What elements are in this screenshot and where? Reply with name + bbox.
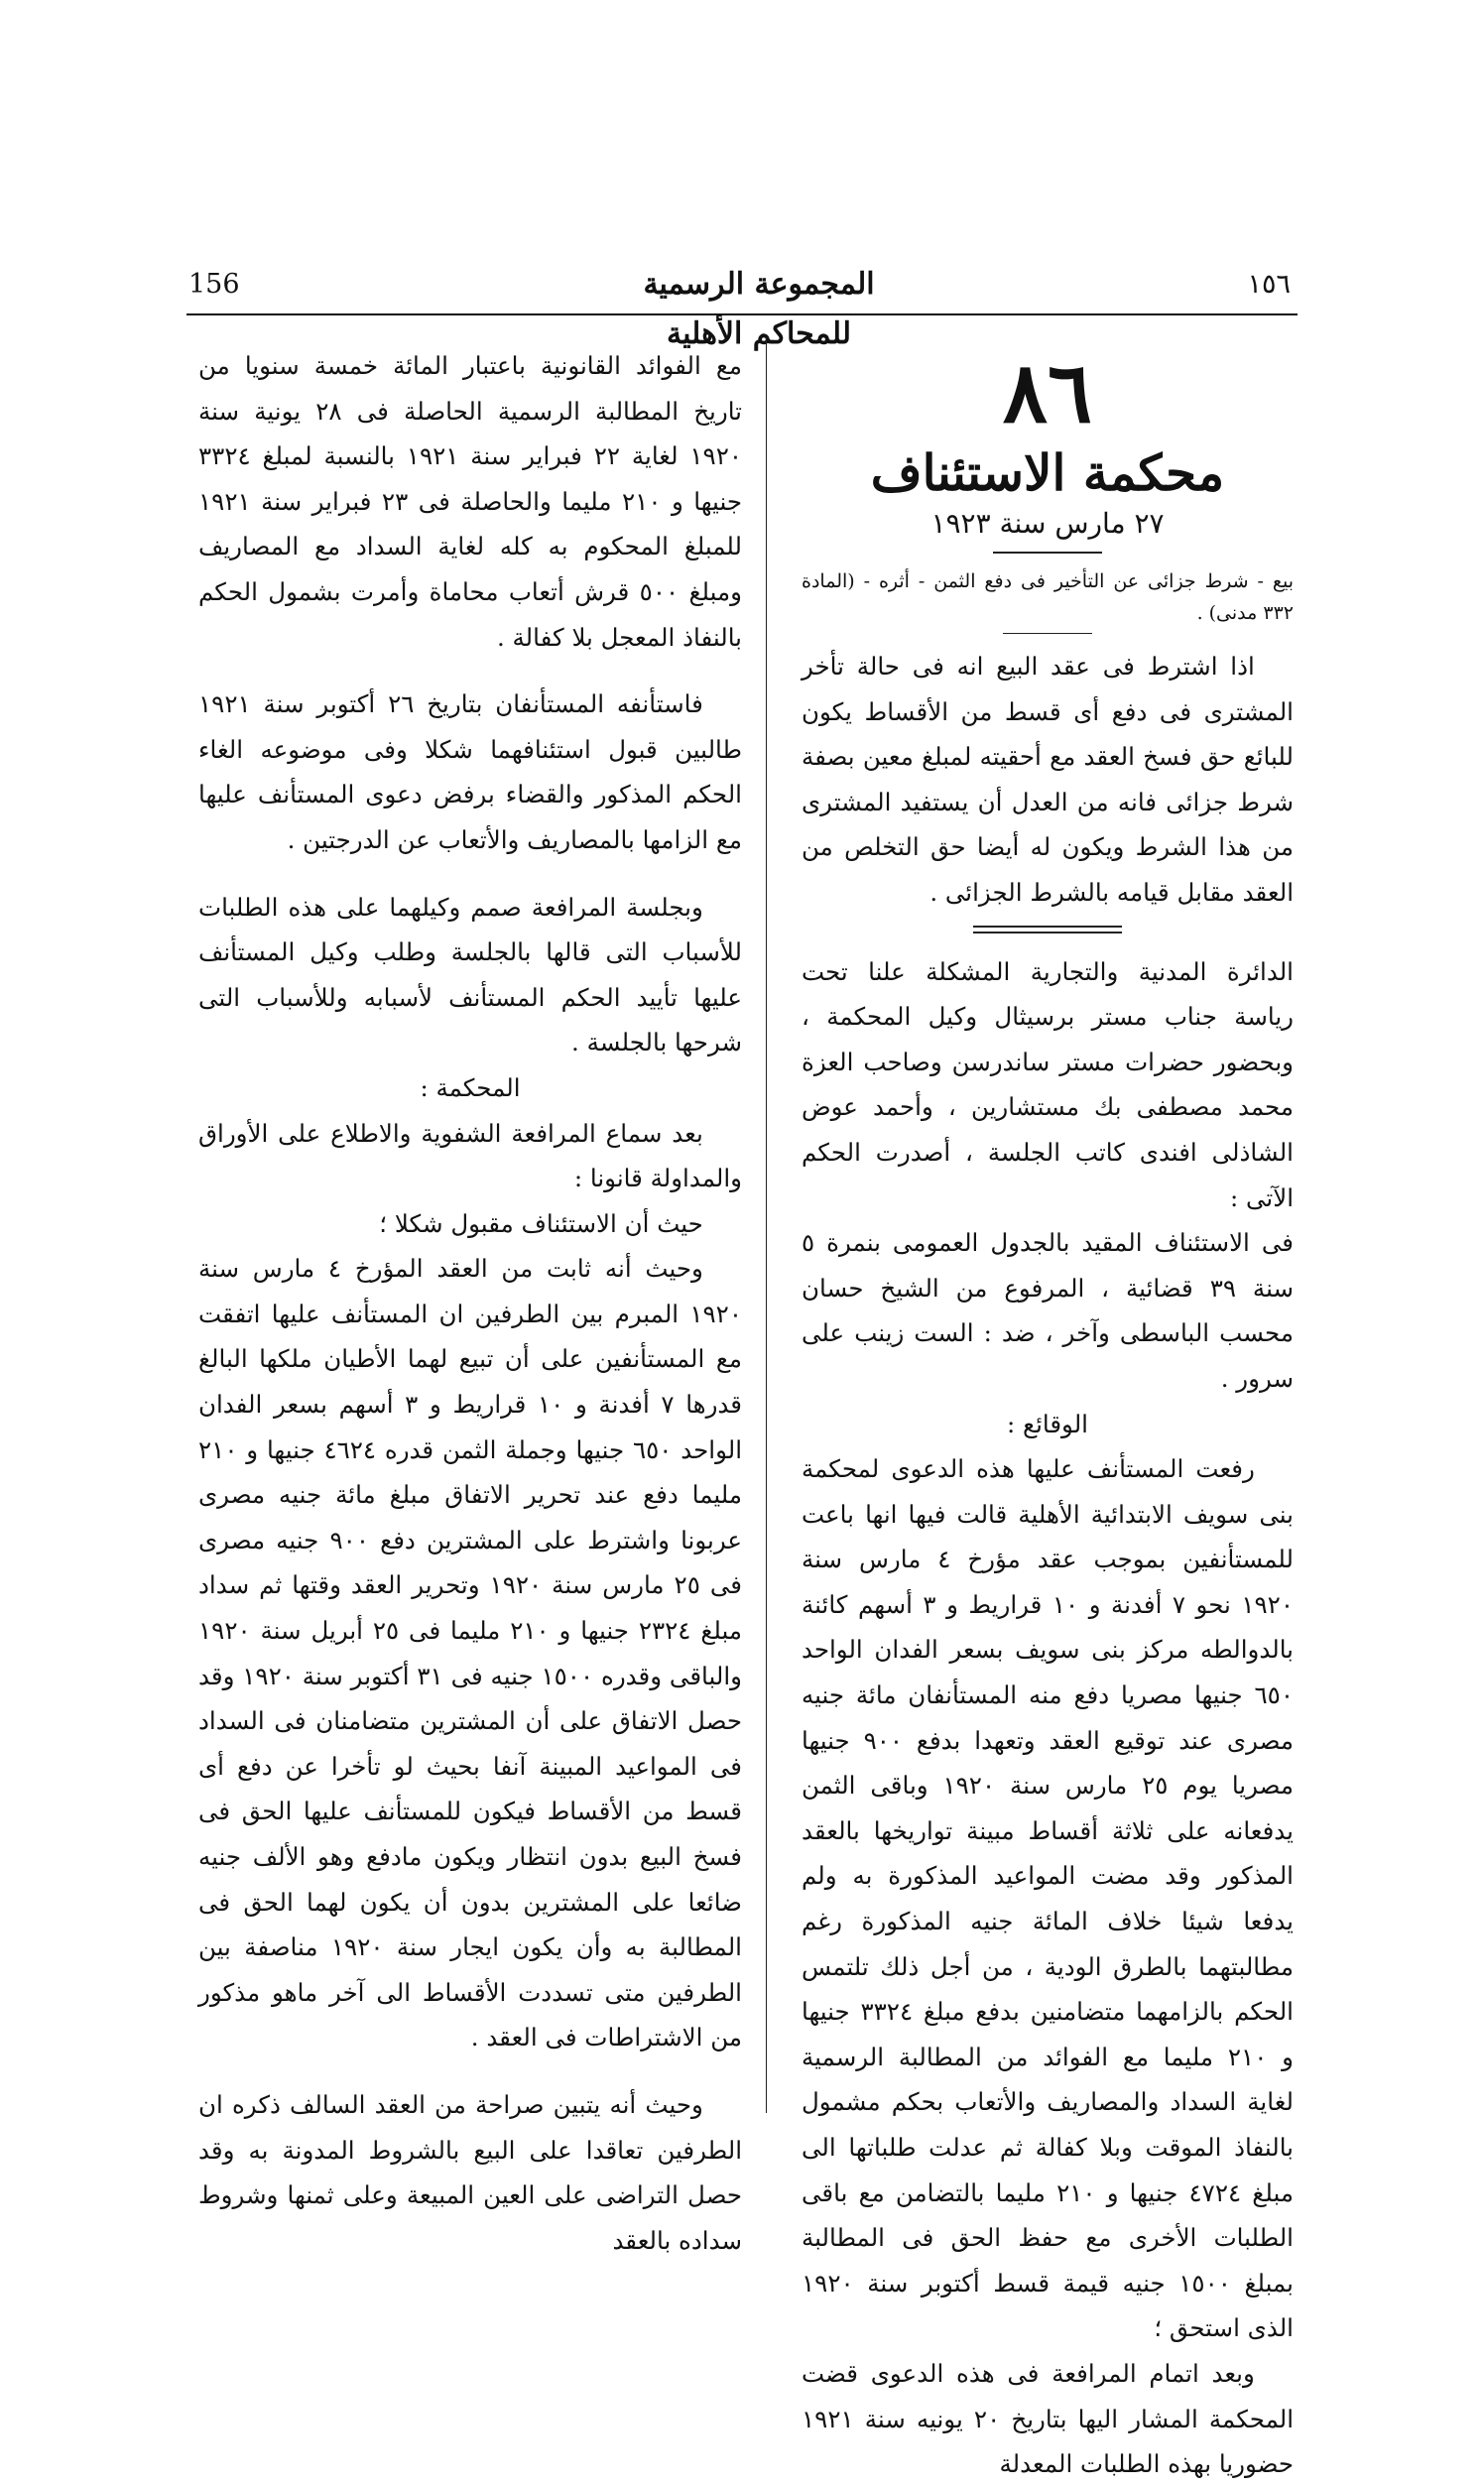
section-double-rule: [973, 926, 1122, 933]
first-instance-ruling: وبعد اتمام المرافعة فى هذه الدعوى قضت المحكمة المشار اليها بتاريخ ٢٠ يونيه سنة ١٩٢١ حضوريا بهذه الطلبات المعدلة: [802, 2358, 1295, 2479]
form-accepted-paragraph: حيث أن الاستئناف مقبول شكلا ؛: [379, 1208, 703, 1238]
date-rule: [993, 552, 1102, 554]
appeal-filed-paragraph: فاستأنفه المستأنفان بتاريخ ٢٦ أكتوبر سنة ١٩٢١ طالبين قبول استئنافهما شكلا وفى موضوعه الغاء الحكم المذكور والقضاء برفض دعوى المستأنف عليها مع الزامها بالمصاريف والأتعاب عن الدرجتين .: [198, 689, 742, 854]
running-title: المجموعة الرسمية للمحاكم الأهلية: [643, 267, 875, 351]
column-divider: [766, 337, 767, 2113]
reasoning-paragraph-2: وحيث أنه يتبين صراحة من العقد السالف ذكره ان الطرفين تعاقدا على البيع بالشروط المدونة به وقد حصل التراضى على العين المبيعة وعلى ثمنها وشروط سداده بالعقد: [198, 2089, 742, 2255]
legal-principle: اذا اشترط فى عقد البيع انه فى حالة تأخر المشترى فى دفع أى قسط من الأقساط يكون للبائع حق فسخ العقد مع أحقيته لمبلغ معين بصفة شرط جزائى فانه من العدل أن يستفيد المشترى من هذا الشرط ويكون له أيضا حق التخلص من العقد مقابل قيامه بالشرط الجزائى .: [802, 652, 1294, 907]
reasoning-paragraph-1: وحيث أنه ثابت من العقد المؤرخ ٤ مارس سنة ١٩٢٠ المبرم بين الطرفين ان المستأنف عليها اتفقت مع المستأنفين على أن تبيع لهما الأطيان ملكها البالغ قدرها ٧ أفدنة و ١٠ قراريط و ٣ أسهم بسعر الفدان الواحد ٦٥٠ جنيها وجملة الثمن قدره ٤٦٢٤ جنيها و ٢١٠ مليما دفع عند تحرير الاتفاق مبلغ مائة جنيه مصرى عربونا واشترط على المشترين دفع ٩٠٠ جنيه مصرى فى ٢٥ مارس سنة ١٩٢٠ وتحرير العقد وقتها ثم سداد مبلغ ٢٣٢٤ جنيها و ٢١٠ مليما فى ٢٥ أبريل سنة ١٩٢٠ والباقى وقدره ١٥٠٠ جنيه فى ٣١ أكتوبر سنة ١٩٢٠ وقد حصل الاتفاق على أن المشترين متضامنان فى السداد فى المواعيد المبينة آنفا بحيث لو تأخرا عن دفع أى قسط من الأقساط فيكون للمستأنف عليها الحق فى فسخ البيع بدون انتظار ويكون مادفع وهو الألف جنيه ضائعا على المشترين بدون أن يكون لهما الحق فى المطالبة به وأن يكون ايجار سنة ١٩٢٠ مناصفة بين الطرفين متى تسددت الأقساط الى آخر ماهو مذكور من الاشتراطات فى العقد .: [198, 1254, 743, 2052]
ruling-continuation: مع الفوائد القانونية باعتبار المائة خمسة سنويا من تاريخ المطالبة الرسمية الحاصلة فى ٢٨ يونية سنة ١٩٢٠ لغاية ٢٢ فبراير سنة ١٩٢١ بالنسبة لمبلغ ٣٣٢٤ جنيها و ٢١٠ مليما والحاصلة فى ٢٣ فبراير سنة ١٩٢١ للمبلغ المحكوم به كله لغاية السداد مع المصاريف ومبلغ ٥٠٠ قرش أتعاب محاماة وأمرت بشمول الحكم بالنفاذ المعجل بلا كفالة .: [198, 351, 743, 652]
court-name: محكمة الاستئناف: [870, 443, 1225, 502]
headnote: بيع - شرط جزائى عن التأخير فى دفع الثمن - أثره - (المادة ٣٣٢ مدنى) .: [802, 570, 1294, 624]
right-column: [802, 343, 1294, 2487]
court-heading: المحكمة :: [420, 1072, 521, 1102]
after-hearing-paragraph: بعد سماع المرافعة الشفوية والاطلاع على الأوراق والمداولة قانونا :: [198, 1118, 742, 1193]
facts-heading: الوقائع :: [1006, 1409, 1088, 1438]
left-column: [198, 343, 742, 2263]
facts-paragraph: رفعت المستأنف عليها هذه الدعوى لمحكمة بنى سويف الابتدائية الأهلية قالت فيها انها باعت للمستأنفين بموجب عقد مؤرخ ٤ مارس سنة ١٩٢٠ نحو ٧ أفدنة و ١٠ قراريط و ٣ أسهم كائنة بالدوالطه مركز بنى سويف بسعر الفدان الواحد ٦٥٠ جنيها مصريا دفع منه المستأنفان مائة جنيه مصرى عند توقيع العقد وتعهدا بدفع ٩٠٠ جنيها مصريا يوم ٢٥ مارس سنة ١٩٢٠ وباقى الثمن يدفعانه على ثلاثة أقساط مبينة تواريخها بالعقد المذكور وقد مضت المواعيد المذكورة به ولم يدفعا شيئا خلاف المائة جنيه المذكورة رغم مطالبتهما بالطرق الودية ، من أجل ذلك تلتمس الحكم بالزامهما متضامنين بدفع مبلغ ٣٣٢٤ جنيها و ٢١٠ مليما مع الفوائد من المطالبة الرسمية لغاية السداد والمصاريف والأتعاب بحكم مشمول بالنفاذ الموقت وبلا كفالة ثم عدلت طلباتها الى مبلغ ٤٧٢٤ جنيها و ٢١٠ مليما بالتضامن مع باقى الطلبات الأخرى مع حفظ الحق فى المطالبة بمبلغ ١٥٠٠ جنيه قيمة قسط أكتوبر سنة ١٩٢٠ الذى استحق ؛: [802, 1454, 1295, 2343]
appeal-parties: فى الاستئناف المقيد بالجدول العمومى بنمرة ٥ سنة ٣٩ قضائية ، المرفوع من الشيخ حسان محسب الباسطى وآخر ، ضد : الست زينب على سرور .: [802, 1228, 1294, 1393]
case-number: ٨٦: [1002, 343, 1093, 441]
court-composition: الدائرة المدنية والتجارية المشكلة علنا تحت رياسة جناب مستر برسيثال وكيل المحكمة ، وبحضور حضرات مستر ساندرسن وصاحب العزة محمد مصطفى بك مستشارين ، وأحمد عوض الشاذلى افندى كاتب الجلسة ، أصدرت الحكم الآتى :: [802, 956, 1294, 1212]
headnote-rule: [1003, 633, 1092, 634]
header-rule: [186, 313, 1298, 315]
judgment-date: ٢٧ مارس سنة ١٩٢٣: [930, 507, 1165, 540]
page-number-arabic: ١٥٦: [1247, 269, 1291, 300]
hearing-paragraph: وبجلسة المرافعة صمم وكيلهما على هذه الطلبات للأسباب التى قالها بالجلسة وطلب وكيل المستأنف عليها تأييد الحكم المستأنف لأسبابه وللأسباب التى شرحها بالجلسة .: [198, 892, 742, 1057]
page-number-latin: 156: [188, 269, 240, 300]
